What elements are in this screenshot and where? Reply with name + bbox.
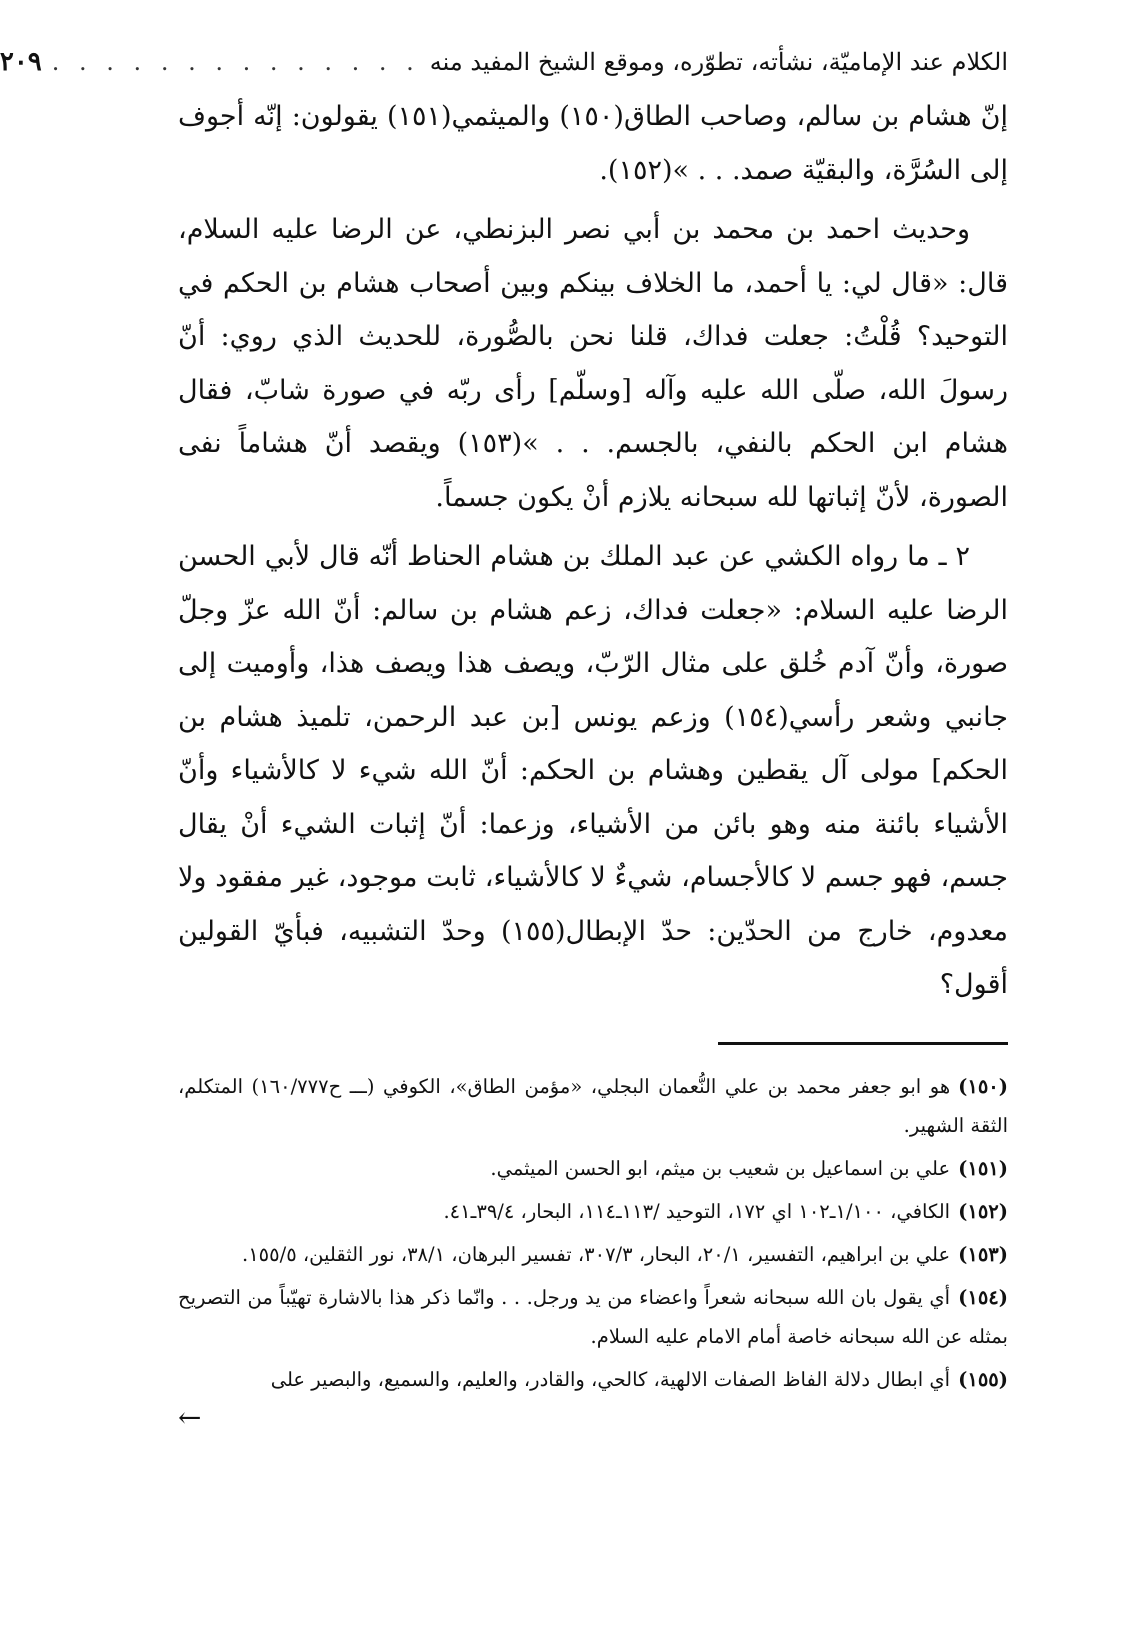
footnote-number: (١٥٠): [958, 1074, 1008, 1098]
footnote-number: (١٥١): [958, 1156, 1008, 1180]
footnote-text: هو ابو جعفر محمد بن علي النُّعمان البجلي، «مؤمن الطاق»، الكوفي (ـــ ح١٦٠/٧٧٧) المتكلم، الثقة الشهير.: [178, 1074, 1008, 1137]
footnote-number: (١٥٢): [958, 1199, 1008, 1223]
footnote-text: أي ابطال دلالة الفاظ الصفات الالهية، كالحي، والقادر، والعليم، والسميع، والبصير على: [270, 1367, 951, 1391]
footnote-text: علي بن ابراهيم، التفسير، ٢٠/١، البحار، ٣٠٧/٣، تفسير البرهان، ٣٨/١، نور الثقلين، ١٥٥/٥.: [242, 1242, 951, 1266]
footnote-text: الكافي، ١/١٠٠ـ١٠٢ اي ١٧٢، التوحيد /١١٣ـ١١٤، البحار، ٣٩/٤ـ٤١.: [443, 1199, 951, 1223]
paragraph-1: إنّ هشام بن سالم، وصاحب الطاق(١٥٠) والميثمي(١٥١) يقولون: إنّه أجوف إلى السُرَّة، والبقيّة صمد. . . »(١٥٢).: [178, 101, 1008, 186]
footnote-154: [178, 1278, 1008, 1356]
header-dot-leader: . . . . . . . . . . . . . .: [51, 48, 420, 76]
footnote-150: [178, 1067, 1008, 1145]
paragraph-2: وحديث احمد بن محمد بن أبي نصر البزنطي، عن الرضا عليه السلام، قال: «قال لي: يا أحمد، ما الخلاف بينكم وبين أصحاب هشام بن الحكم في التوحيد؟ قُلْتُ: جعلت فداك، قلنا نحن بالصُّورة، للحديث الذي روي: أنّ رسولَ الله، صلّى الله عليه وآله [وسلّم] رأى ربّه في صورة شابّ، فقال هشام ابن الحكم بالنفي، بالجسم. . . »(١٥٣) ويقصد أنّ هشاماً نفى الصورة، لأنّ إثباتها لله سبحانه يلازم أنْ يكون جسماً.: [178, 214, 1008, 513]
footnote-151: [178, 1149, 1008, 1188]
footnote-number: (١٥٣): [958, 1242, 1008, 1266]
running-header-title: الكلام عند الإماميّة، نشأته، تطوّره، وموقع الشيخ المفيد منه: [429, 48, 1008, 76]
footnote-text: علي بن اسماعيل بن شعيب بن ميثم، ابو الحسن الميثمي.: [490, 1156, 951, 1180]
footnote-155: [178, 1360, 1008, 1399]
footnote-number: (١٥٤): [958, 1285, 1008, 1309]
footnote-153: [178, 1235, 1008, 1274]
footnote-152: [178, 1192, 1008, 1231]
main-text: [178, 90, 1008, 1012]
footnote-separator: [718, 1042, 1008, 1045]
footnote-text: أي يقول بان الله سبحانه شعراً واعضاء من يد ورجل. . . وانّما ذكر هذا بالاشارة تهيّباً من التصريح بمثله عن الله سبحانه خاصة أمام الامام عليه السلام.: [178, 1285, 1008, 1348]
continuation-arrow-icon: ←: [178, 1400, 202, 1434]
running-header: [0, 40, 1008, 84]
book-page: [0, 40, 1009, 1434]
page-number: ٢٠٩: [0, 47, 42, 77]
paragraph-3: ٢ ـ ما رواه الكشي عن عبد الملك بن هشام الحناط أنّه قال لأبي الحسن الرضا عليه السلام: «جعلت فداك، زعم هشام بن سالم: أنّ الله عزّ وجلّ صورة، وأنّ آدم خُلق على مثال الرّبّ، ويصف هذا ويصف هذا، وأوميت إلى جانبي وشعر رأسي(١٥٤) وزعم يونس [بن عبد الرحمن، تلميذ هشام بن الحكم] مولى آل يقطين وهشام بن الحكم: أنّ الله شيء لا كالأشياء وأنّ الأشياء بائنة منه وهو بائن من الأشياء، وزعما: أنّ إثبات الشيء أنْ يقال جسم، فهو جسم لا كالأجسام، شيءٌ لا كالأشياء، ثابت موجود، غير مفقود ولا معدوم، خارج من الحدّين: حدّ الإبطال(١٥٥) وحدّ التشبيه، فبأيّ القولين أقول؟: [178, 541, 1009, 1000]
footnotes: [178, 1067, 1008, 1399]
footnote-number: (١٥٥): [958, 1367, 1008, 1391]
